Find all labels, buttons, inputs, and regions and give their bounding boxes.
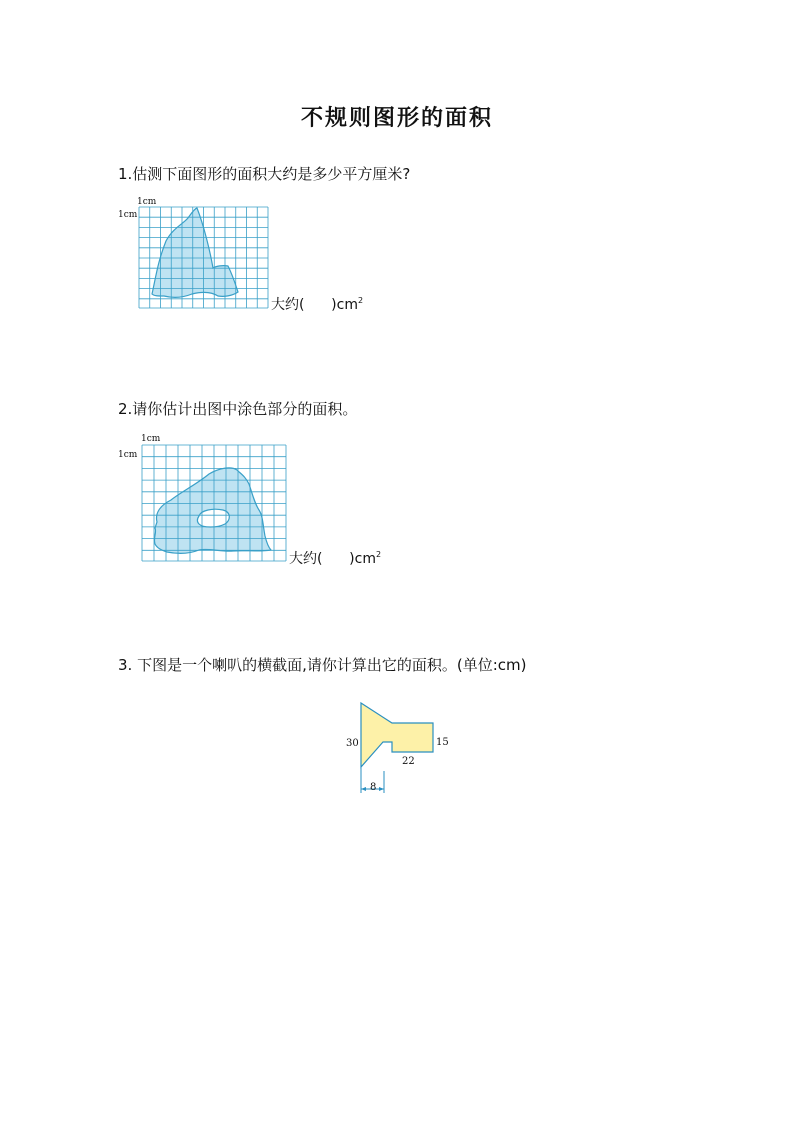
question-2-prompt: 2.请你估计出图中涂色部分的面积。	[118, 400, 358, 418]
q1-answer-superscript: 2	[357, 296, 364, 305]
q2-unit-left-label: 1cm	[118, 450, 138, 460]
q2-grid-figure	[141, 444, 287, 562]
q3-height-label: 30	[346, 738, 359, 749]
q3-right-height-label: 15	[436, 737, 449, 748]
q3-bottom-width-label: 8	[370, 782, 377, 793]
q1-answer-prefix: 大约(	[271, 297, 305, 313]
q2-answer-prefix: 大约(	[289, 551, 323, 567]
page-title: 不规则图形的面积	[300, 105, 493, 131]
q3-horn-shape	[361, 703, 433, 767]
question-3-prompt: 3. 下图是一个喇叭的横截面,请你计算出它的面积。(单位:cm)	[118, 656, 527, 674]
q3-arrowhead-right	[379, 787, 384, 791]
q2-answer-line	[289, 548, 381, 568]
q1-unit-top-label: 1cm	[137, 197, 157, 207]
q2-answer-superscript: 2	[375, 550, 382, 559]
q1-answer-line	[271, 294, 363, 314]
q2-unit-top-label: 1cm	[141, 434, 161, 444]
q1-unit-left-label: 1cm	[118, 210, 138, 220]
question-1-prompt: 1.估测下面图形的面积大约是多少平方厘米?	[118, 165, 411, 183]
q3-neck-length-label: 22	[402, 756, 415, 767]
q1-answer-blank[interactable]	[304, 297, 331, 313]
q2-answer-blank[interactable]	[322, 551, 349, 567]
q3-arrowhead-left	[361, 787, 366, 791]
q1-grid-figure	[138, 206, 269, 309]
q1-answer-suffix: )cm	[331, 297, 358, 313]
q2-answer-suffix: )cm	[349, 551, 376, 567]
